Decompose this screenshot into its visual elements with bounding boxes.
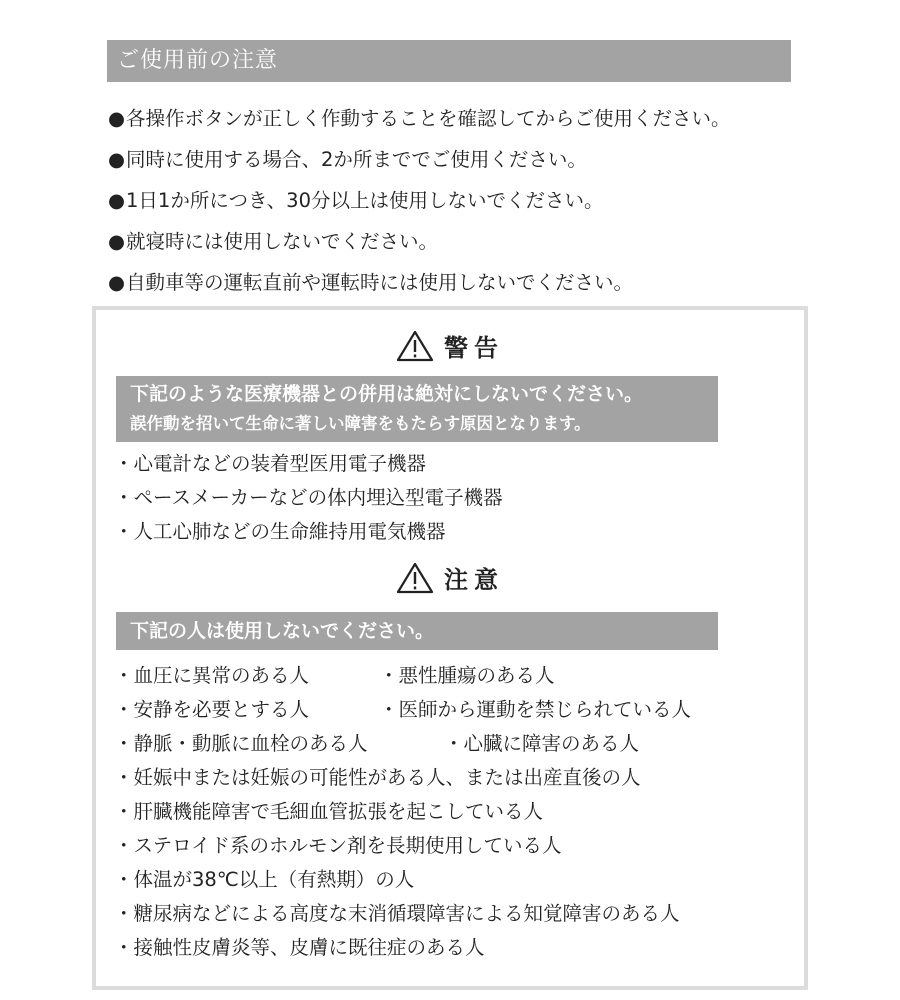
warning-item: ・ 人工心肺などの生命維持用電気機器	[114, 515, 794, 549]
caution-row	[114, 761, 794, 795]
caution-row	[114, 659, 794, 693]
warning-list	[114, 447, 794, 549]
caution-row	[114, 897, 794, 931]
precaution-item: ● 1日1か所につき、30分以上は使用しないでください。	[108, 182, 808, 223]
precautions-title: ご使用前の注意	[117, 48, 279, 73]
warning-banner-line2: 誤作動を招いて生命に著しい障害をもたらす原因となります。	[130, 414, 591, 433]
caution-item: ・ 接触性皮膚炎等、皮膚に既往症のある人	[114, 936, 485, 959]
precautions-list	[108, 100, 808, 305]
caution-row	[114, 795, 794, 829]
warning-banner	[116, 376, 718, 442]
warning-heading	[96, 328, 804, 363]
caution-item: ・ 体温が38℃以上（有熱期）の人	[114, 868, 414, 891]
warning-triangle-icon	[396, 561, 434, 595]
precaution-item: ● 自動車等の運転直前や運転時には使用しないでください。	[108, 264, 808, 305]
caution-banner	[116, 612, 718, 650]
caution-heading	[96, 560, 804, 595]
caution-item: ・ 妊娠中または妊娠の可能性がある人、または出産直後の人	[114, 766, 641, 789]
caution-item: ・ ステロイド系のホルモン剤を長期使用している人	[114, 834, 562, 857]
warning-caution-box	[92, 306, 808, 990]
caution-heading-text: 注意	[444, 566, 504, 594]
caution-row	[114, 693, 794, 727]
caution-item: ・ 悪性腫瘍のある人	[379, 659, 555, 693]
caution-banner-text: 下記の人は使用しないでください。	[130, 620, 435, 642]
caution-row	[114, 863, 794, 897]
warning-triangle-icon	[396, 329, 434, 363]
warning-item: ・ 心電計などの装着型医用電子機器	[114, 447, 794, 481]
caution-item: ・ 糖尿病などによる高度な末消循環障害による知覚障害のある人	[114, 902, 680, 925]
caution-item: ・ 静脈・動脈に血栓のある人	[114, 732, 368, 755]
caution-list	[114, 659, 794, 965]
warning-heading-text: 警告	[444, 334, 504, 362]
caution-item: ・ 心臓に障害のある人	[444, 727, 639, 761]
caution-item: ・ 肝臓機能障害で毛細血管拡張を起こしている人	[114, 800, 543, 823]
warning-banner-line1: 下記のような医療機器との併用は絶対にしないでください。	[130, 383, 644, 405]
caution-item: ・ 安静を必要とする人	[114, 698, 309, 721]
caution-item: ・ 医師から運動を禁じられている人	[379, 693, 691, 727]
precaution-item: ● 各操作ボタンが正しく作動することを確認してからご使用ください。	[108, 100, 808, 141]
caution-row	[114, 931, 794, 965]
precautions-header	[107, 40, 791, 82]
precaution-item: ● 同時に使用する場合、2か所まででご使用ください。	[108, 141, 808, 182]
caution-row	[114, 829, 794, 863]
caution-item: ・ 血圧に異常のある人	[114, 664, 309, 687]
caution-row	[114, 727, 794, 761]
precaution-item: ● 就寝時には使用しないでください。	[108, 223, 808, 264]
warning-item: ・ ペースメーカーなどの体内埋込型電子機器	[114, 481, 794, 515]
